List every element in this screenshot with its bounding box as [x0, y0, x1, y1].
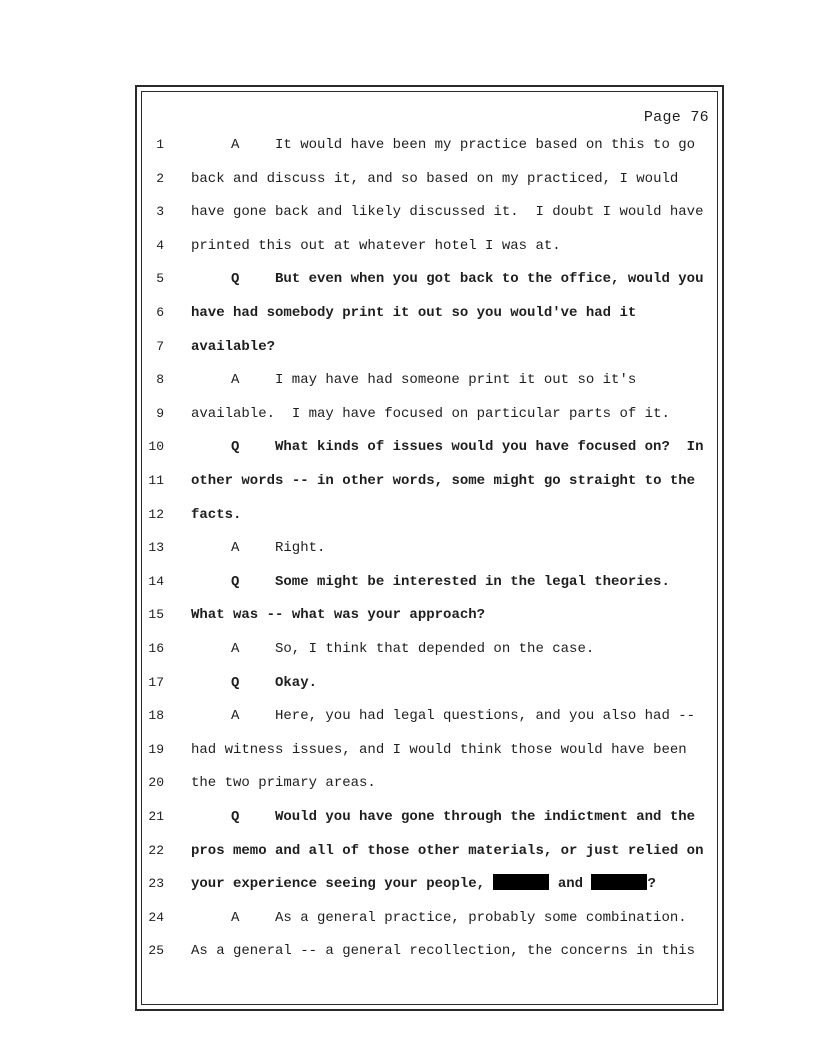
transcript-line [0, 639, 816, 659]
line-text [231, 370, 636, 390]
question-marker: Q [231, 271, 240, 288]
line-number: 25 [148, 943, 164, 959]
line-text [191, 471, 695, 491]
line-text-body: But even when you got back to the office, would you [275, 271, 704, 288]
transcript-line [0, 673, 816, 693]
line-text [191, 236, 561, 256]
line-text [191, 169, 678, 189]
answer-marker: A [231, 641, 240, 657]
question-marker: Q [231, 439, 240, 456]
line-text-body: the two primary areas. [191, 775, 376, 792]
line-text [191, 303, 636, 323]
transcript-line [0, 908, 816, 928]
line-text [231, 572, 670, 592]
transcript-line [0, 471, 816, 491]
transcript-line [0, 169, 816, 189]
transcript-line [0, 404, 816, 424]
transcript-line [0, 740, 816, 760]
line-number: 8 [156, 372, 164, 388]
line-text [231, 807, 695, 827]
line-text-body: back and discuss it, and so based on my practiced, I would [191, 170, 679, 187]
line-text-body: Okay. [275, 674, 318, 691]
line-number: 4 [156, 237, 164, 253]
line-number: 14 [148, 573, 164, 589]
transcript-line [0, 841, 816, 861]
line-text [231, 639, 594, 659]
transcript-line [0, 874, 816, 894]
transcript-line [0, 135, 816, 155]
line-number: 5 [156, 271, 164, 287]
line-text-body: As a general practice, probably some combination. [275, 909, 687, 926]
line-text-body: have gone back and likely discussed it. I doubt I would have [191, 204, 704, 221]
line-text-body: printed this out at whatever hotel I was at. [191, 237, 561, 254]
line-text-body: I may have had someone print it out so it's [275, 372, 637, 389]
line-number: 10 [148, 439, 164, 455]
transcript-line [0, 605, 816, 625]
line-text-body: have had somebody print it out so you would've had it [191, 305, 637, 321]
answer-marker: A [231, 540, 240, 557]
line-text [191, 941, 695, 961]
line-number: 24 [148, 909, 164, 925]
line-text-body: other words -- in other words, some might go straight to the [191, 473, 696, 489]
line-number: 2 [156, 170, 164, 186]
line-number: 1 [156, 137, 164, 152]
line-text-body: What was -- what was your approach? [191, 607, 486, 624]
line-text-body: facts. [191, 506, 242, 523]
transcript-line [0, 773, 816, 793]
redaction-box [591, 874, 647, 890]
line-text [231, 269, 703, 289]
transcript-line [0, 706, 816, 726]
line-text [191, 404, 670, 424]
line-number: 20 [148, 775, 164, 791]
question-marker: Q [231, 573, 240, 590]
line-text-body: available? [191, 338, 276, 355]
line-number: 18 [148, 708, 164, 724]
redaction-box [493, 874, 549, 890]
line-text-body: Here, you had legal questions, and you also had -- [275, 708, 696, 725]
line-text-segment: your experience seeing your people, [191, 876, 494, 893]
transcript-line [0, 303, 816, 323]
line-number: 7 [156, 338, 164, 354]
page-number: Page 76 [643, 109, 709, 126]
transcript-line [0, 370, 816, 390]
line-number: 17 [148, 674, 164, 690]
answer-marker: A [231, 372, 240, 389]
answer-marker: A [231, 909, 240, 926]
line-text [191, 505, 241, 525]
line-number: 13 [148, 540, 164, 556]
transcript-line [0, 572, 816, 592]
line-text-segment: ? [647, 876, 656, 893]
line-text [231, 673, 317, 693]
line-text-body: It would have been my practice based on this to go [275, 137, 696, 153]
line-text [191, 773, 376, 793]
transcript-line [0, 807, 816, 827]
transcript-line [0, 538, 816, 558]
line-text-body: pros memo and all of those other materials, or just relied on [191, 842, 704, 859]
line-text [231, 538, 325, 558]
line-number: 15 [148, 607, 164, 623]
line-text-body: So, I think that depended on the case. [275, 641, 595, 657]
line-text [191, 874, 656, 894]
line-text-body: had witness issues, and I would think those would have been [191, 741, 687, 758]
line-number: 11 [148, 473, 164, 488]
line-text-body: Would you have gone through the indictment and the [275, 809, 696, 825]
line-text [231, 908, 687, 928]
answer-marker: A [231, 708, 240, 725]
line-text [191, 740, 687, 760]
line-number: 3 [156, 204, 164, 220]
transcript-line [0, 437, 816, 457]
line-number: 21 [148, 809, 164, 824]
transcript-line [0, 269, 816, 289]
line-number: 12 [148, 506, 164, 522]
line-number: 16 [148, 641, 164, 656]
line-number: 23 [148, 876, 164, 892]
line-text [191, 841, 703, 861]
line-text [231, 135, 695, 155]
line-number: 6 [156, 305, 164, 320]
line-text-body: As a general -- a general recollection, the concerns in this [191, 943, 696, 960]
transcript-line [0, 941, 816, 961]
line-text-body: available. I may have focused on particular parts of it. [191, 405, 670, 422]
transcript-line [0, 337, 816, 357]
line-number: 9 [156, 405, 164, 421]
line-number: 19 [148, 741, 164, 757]
line-text [231, 706, 695, 726]
line-text-body: Right. [275, 540, 326, 557]
question-marker: Q [231, 809, 240, 825]
line-text [191, 202, 703, 222]
line-text-segment: and [549, 876, 592, 893]
line-text-body: What kinds of issues would you have focused on? In [275, 439, 704, 456]
answer-marker: A [231, 137, 240, 153]
line-text-body: Some might be interested in the legal theories. [275, 573, 670, 590]
question-marker: Q [231, 674, 240, 691]
transcript-line [0, 202, 816, 222]
transcript-line [0, 505, 816, 525]
line-number: 22 [148, 842, 164, 858]
line-text [191, 605, 485, 625]
transcript-line [0, 236, 816, 256]
line-text [191, 337, 275, 357]
line-text [231, 437, 703, 457]
